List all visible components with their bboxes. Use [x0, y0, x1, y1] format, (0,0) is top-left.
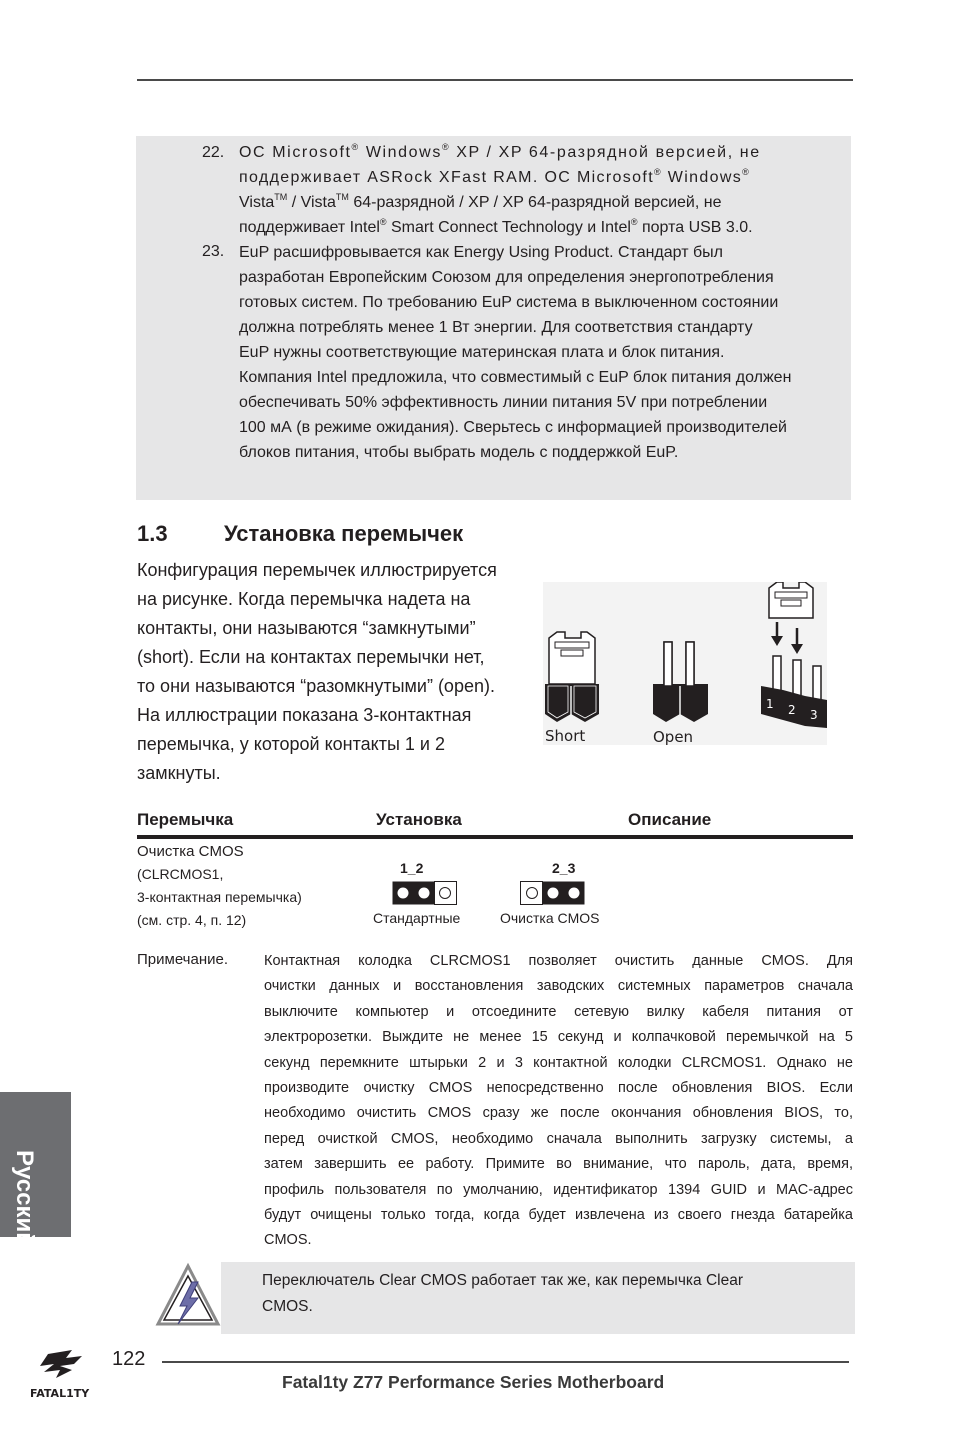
section-number: 1.3	[137, 521, 168, 546]
warning-lightning-icon	[154, 1262, 222, 1330]
setting-default-label: 1_2	[400, 860, 424, 876]
warning-line: Переключатель Clear CMOS работает так же, как перемычка Clear	[262, 1272, 743, 1289]
note-body-line: перед очисткой CMOS, необходимо сначала выполнить загрузку системы, а	[264, 1130, 853, 1147]
clrcmos-line: (см. стр. 4, п. 12)	[137, 912, 247, 928]
notes-box	[136, 136, 851, 500]
note-body-line: секунд перемкните штырьки 2 и 3 контактной колодки CLRCMOS1. Однако не	[264, 1054, 853, 1071]
note-body-line: производите очистку CMOS непосредственно после обновления BIOS. Если	[264, 1079, 853, 1096]
warning-line: CMOS.	[262, 1298, 313, 1315]
section-intro	[137, 556, 537, 788]
note-body-line: выключите компьютер и отсоедините сетевую вилку кабеля питания от	[264, 1003, 853, 1020]
pin-number: 3	[810, 708, 818, 722]
logo-text: FATAL1TY	[30, 1387, 90, 1400]
note-body-line: профиль пользователя по умолчанию, идентификатор 1394 GUID и MAC-адрес	[264, 1181, 853, 1198]
note-line: должна потреблять менее 1 Вт энергии. Для соответствия стандарту	[239, 319, 753, 336]
page-number: 122	[112, 1348, 146, 1370]
jumper-illustration	[543, 582, 827, 745]
clrcmos-line: (CLRCMOS1,	[137, 866, 224, 882]
language-tab	[0, 1092, 71, 1247]
note-line: поддерживает Intel® Smart Connect Technology и Intel® порта USB 3.0.	[239, 217, 753, 236]
clrcmos-description	[137, 840, 302, 932]
warning-text	[262, 1268, 743, 1320]
note-line: 100 мА (в режиме ожидания). Сверьтесь с информацией производителей	[239, 419, 787, 436]
table-header-rule	[137, 835, 853, 839]
note-body-line: будут очищены только тогда, когда будет извлечена из своего гнезда батарейка	[264, 1206, 853, 1223]
note-line: ОС Microsoft® Windows® XP / XP 64-разрядной версией, не	[239, 142, 761, 161]
setting-default-caption: Стандартные	[373, 910, 461, 926]
open-label: Open	[653, 728, 694, 745]
setting-clear-caption: Очистка CMOS	[500, 910, 600, 926]
pin-number: 1	[766, 697, 774, 711]
note-line: обеспечивать 50% эффективность линии питания 5V при потреблении	[239, 394, 768, 411]
jumper-diagram	[543, 582, 827, 745]
intro-line: то они называются “разомкнутыми” (open).	[137, 676, 495, 696]
note-line: поддерживает ASRock XFast RAM. ОС Microsoft® Windows®	[239, 167, 751, 186]
clrcmos-title: Очистка CMOS	[137, 843, 244, 860]
footer-rule	[162, 1361, 849, 1363]
intro-line: замкнуты.	[137, 763, 221, 783]
header-rule	[137, 79, 853, 81]
pin-header-clear	[520, 881, 586, 905]
intro-line: контакты, они называются “замкнутыми”	[137, 618, 476, 638]
note-body-line: необходимо очистить CMOS сразу же после окончания обновления BIOS, то,	[264, 1105, 853, 1122]
intro-line: (short). Если на контактах перемычки нет,	[137, 647, 485, 667]
intro-line: перемычка, у которой контакты 1 и 2	[137, 734, 445, 754]
intro-line: Конфигурация перемычек иллюстрируется	[137, 560, 497, 580]
note-body-line: CMOS.	[264, 1232, 312, 1249]
open-jumper	[653, 642, 708, 722]
note-line: Vista™ / Vista™ 64-разрядной / XP / XP 64-разрядной версией, не	[239, 192, 722, 211]
table-header-jumper: Перемычка	[137, 810, 234, 829]
note-label: Примечание.	[137, 951, 228, 968]
note-line: блоков питания, чтобы выбрать модель с поддержкой EuP.	[239, 444, 679, 461]
note-line: EuP расшифровывается как Energy Using Product. Стандарт был	[239, 244, 723, 261]
three-pin-jumper	[761, 582, 827, 728]
footer-title: Fatal1ty Z77 Performance Series Motherboard	[282, 1372, 665, 1392]
note-line: Компания Intel предложила, что совместимый с EuP блок питания должен	[239, 369, 792, 386]
pin-number: 2	[788, 703, 796, 717]
table-header-description: Описание	[628, 810, 712, 829]
note-number: 22.	[202, 144, 225, 161]
intro-line: на рисунке. Когда перемычка надета на	[137, 589, 471, 609]
short-jumper	[545, 632, 599, 722]
short-label: Short	[545, 727, 586, 745]
note-line: разработан Европейским Союзом для определения энергопотребления	[239, 269, 774, 286]
setting-clear-label: 2_3	[552, 860, 576, 876]
note-body-line: затем завершить ее работу. Примите во внимание, что пароль, дата, время,	[264, 1156, 853, 1173]
note-body-line: электророзетки. Выждите не менее 15 секунд и колпачковой перемычкой на 5	[264, 1029, 853, 1046]
note-number: 23.	[202, 243, 225, 260]
note-line: готовых систем. По требованию EuP система в выключенном состоянии	[239, 294, 779, 311]
table-header-setting: Установка	[376, 810, 462, 829]
fatal1ty-logo-icon	[26, 1348, 106, 1404]
clrcmos-line: 3-контактная перемычка)	[137, 889, 302, 905]
pin-header-default	[392, 881, 458, 905]
note-body-line: очистки данных и восстановления заводских системных параметров сначала	[264, 978, 853, 995]
section-title: Установка перемычек	[224, 521, 464, 546]
language-tab-label: Русский	[11, 1150, 38, 1247]
note-line: EuP нужны соответствующие материнская плата и блок питания.	[239, 344, 725, 361]
intro-line: На иллюстрации показана 3-контактная	[137, 705, 472, 725]
note-body	[264, 949, 853, 1254]
note-body-line: Контактная колодка CLRCMOS1 позволяет очистить данные CMOS. Для	[264, 953, 853, 969]
